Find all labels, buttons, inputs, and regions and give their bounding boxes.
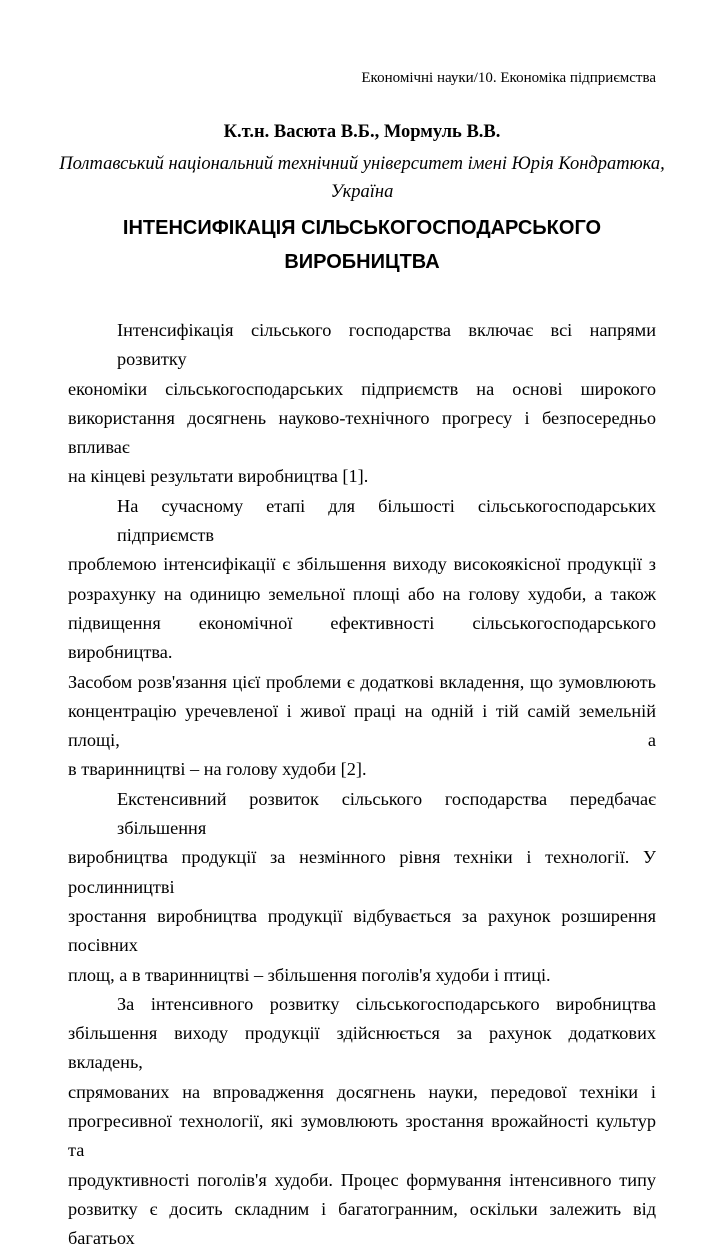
text-line: економіки сільськогосподарських підприємств на основі широкого: [68, 378, 656, 399]
text-line: прогресивної технології, які зумовлюють зростання врожайності культур та: [68, 1111, 656, 1161]
paragraph: [68, 785, 656, 990]
affiliation: [20, 150, 704, 206]
article-title: [0, 211, 724, 279]
article-body: [68, 316, 656, 1254]
text-line: Екстенсивний розвиток сільського господарства передбачає збільшення: [117, 788, 656, 839]
text-line: продуктивності поголів'я худоби. Процес формування інтенсивного типу: [68, 1169, 656, 1190]
text-line: на кінцеві результати виробництва [1].: [68, 466, 369, 487]
paragraph: [68, 492, 656, 785]
running-header: Економічні науки/10. Економіка підприємства: [361, 70, 656, 86]
text-line: спрямованих на впровадження досягнень науки, передової техніки і: [68, 1081, 656, 1102]
title-line: ВИРОБНИЦТВА: [284, 251, 440, 273]
text-line: концентрацію уречевленої і живої праці на одній і тій самій земельній площі, а: [68, 700, 656, 751]
text-line: За інтенсивного розвитку сільськогосподарського виробництва: [117, 993, 656, 1014]
text-line: Засобом розв'язання цієї проблеми є додаткові вкладення, що зумовлюють: [68, 671, 656, 692]
text-line: збільшення виходу продукції здійснюється за рахунок додаткових вкладень,: [68, 1023, 656, 1073]
affiliation-line: Полтавський національний технічний університет імені Юрія Кондратюка,: [59, 154, 665, 174]
text-line: проблемою інтенсифікації є збільшення виходу високоякісної продукції з: [68, 554, 656, 575]
text-line: зростання виробництва продукції відбувається за рахунок розширення посівних: [68, 905, 656, 956]
text-line: розвитку є досить складним і багатогранним, оскільки залежить від багатьох: [68, 1198, 656, 1249]
text-line: виробництва продукції за незмінного рівня техніки і технології. У рослинництві: [68, 847, 656, 897]
text-line: підвищення економічної ефективності сільськогосподарського виробництва.: [68, 612, 656, 663]
paragraph: [68, 990, 656, 1254]
authors: К.т.н. Васюта В.Б., Мормуль В.В.: [223, 122, 501, 142]
text-line: розрахунку на одиницю земельної площі або на голову худоби, а також: [68, 583, 656, 604]
text-line: площ, а в тваринництві – збільшення поголів'я худоби і птиці.: [68, 964, 551, 985]
text-line: Інтенсифікація сільського господарства включає всі напрями розвитку: [117, 320, 656, 370]
paragraph: [68, 316, 656, 492]
text-line: На сучасному етапі для більшості сільськогосподарських підприємств: [117, 495, 656, 546]
affiliation-line: Україна: [330, 182, 394, 202]
text-line: використання досягнень науково-технічного прогресу і безпосередньо впливає: [68, 407, 656, 458]
title-line: ІНТЕНСИФІКАЦІЯ СІЛЬСЬКОГОСПОДАРСЬКОГО: [122, 217, 602, 239]
text-line: в тваринництві – на голову худоби [2].: [68, 759, 367, 780]
